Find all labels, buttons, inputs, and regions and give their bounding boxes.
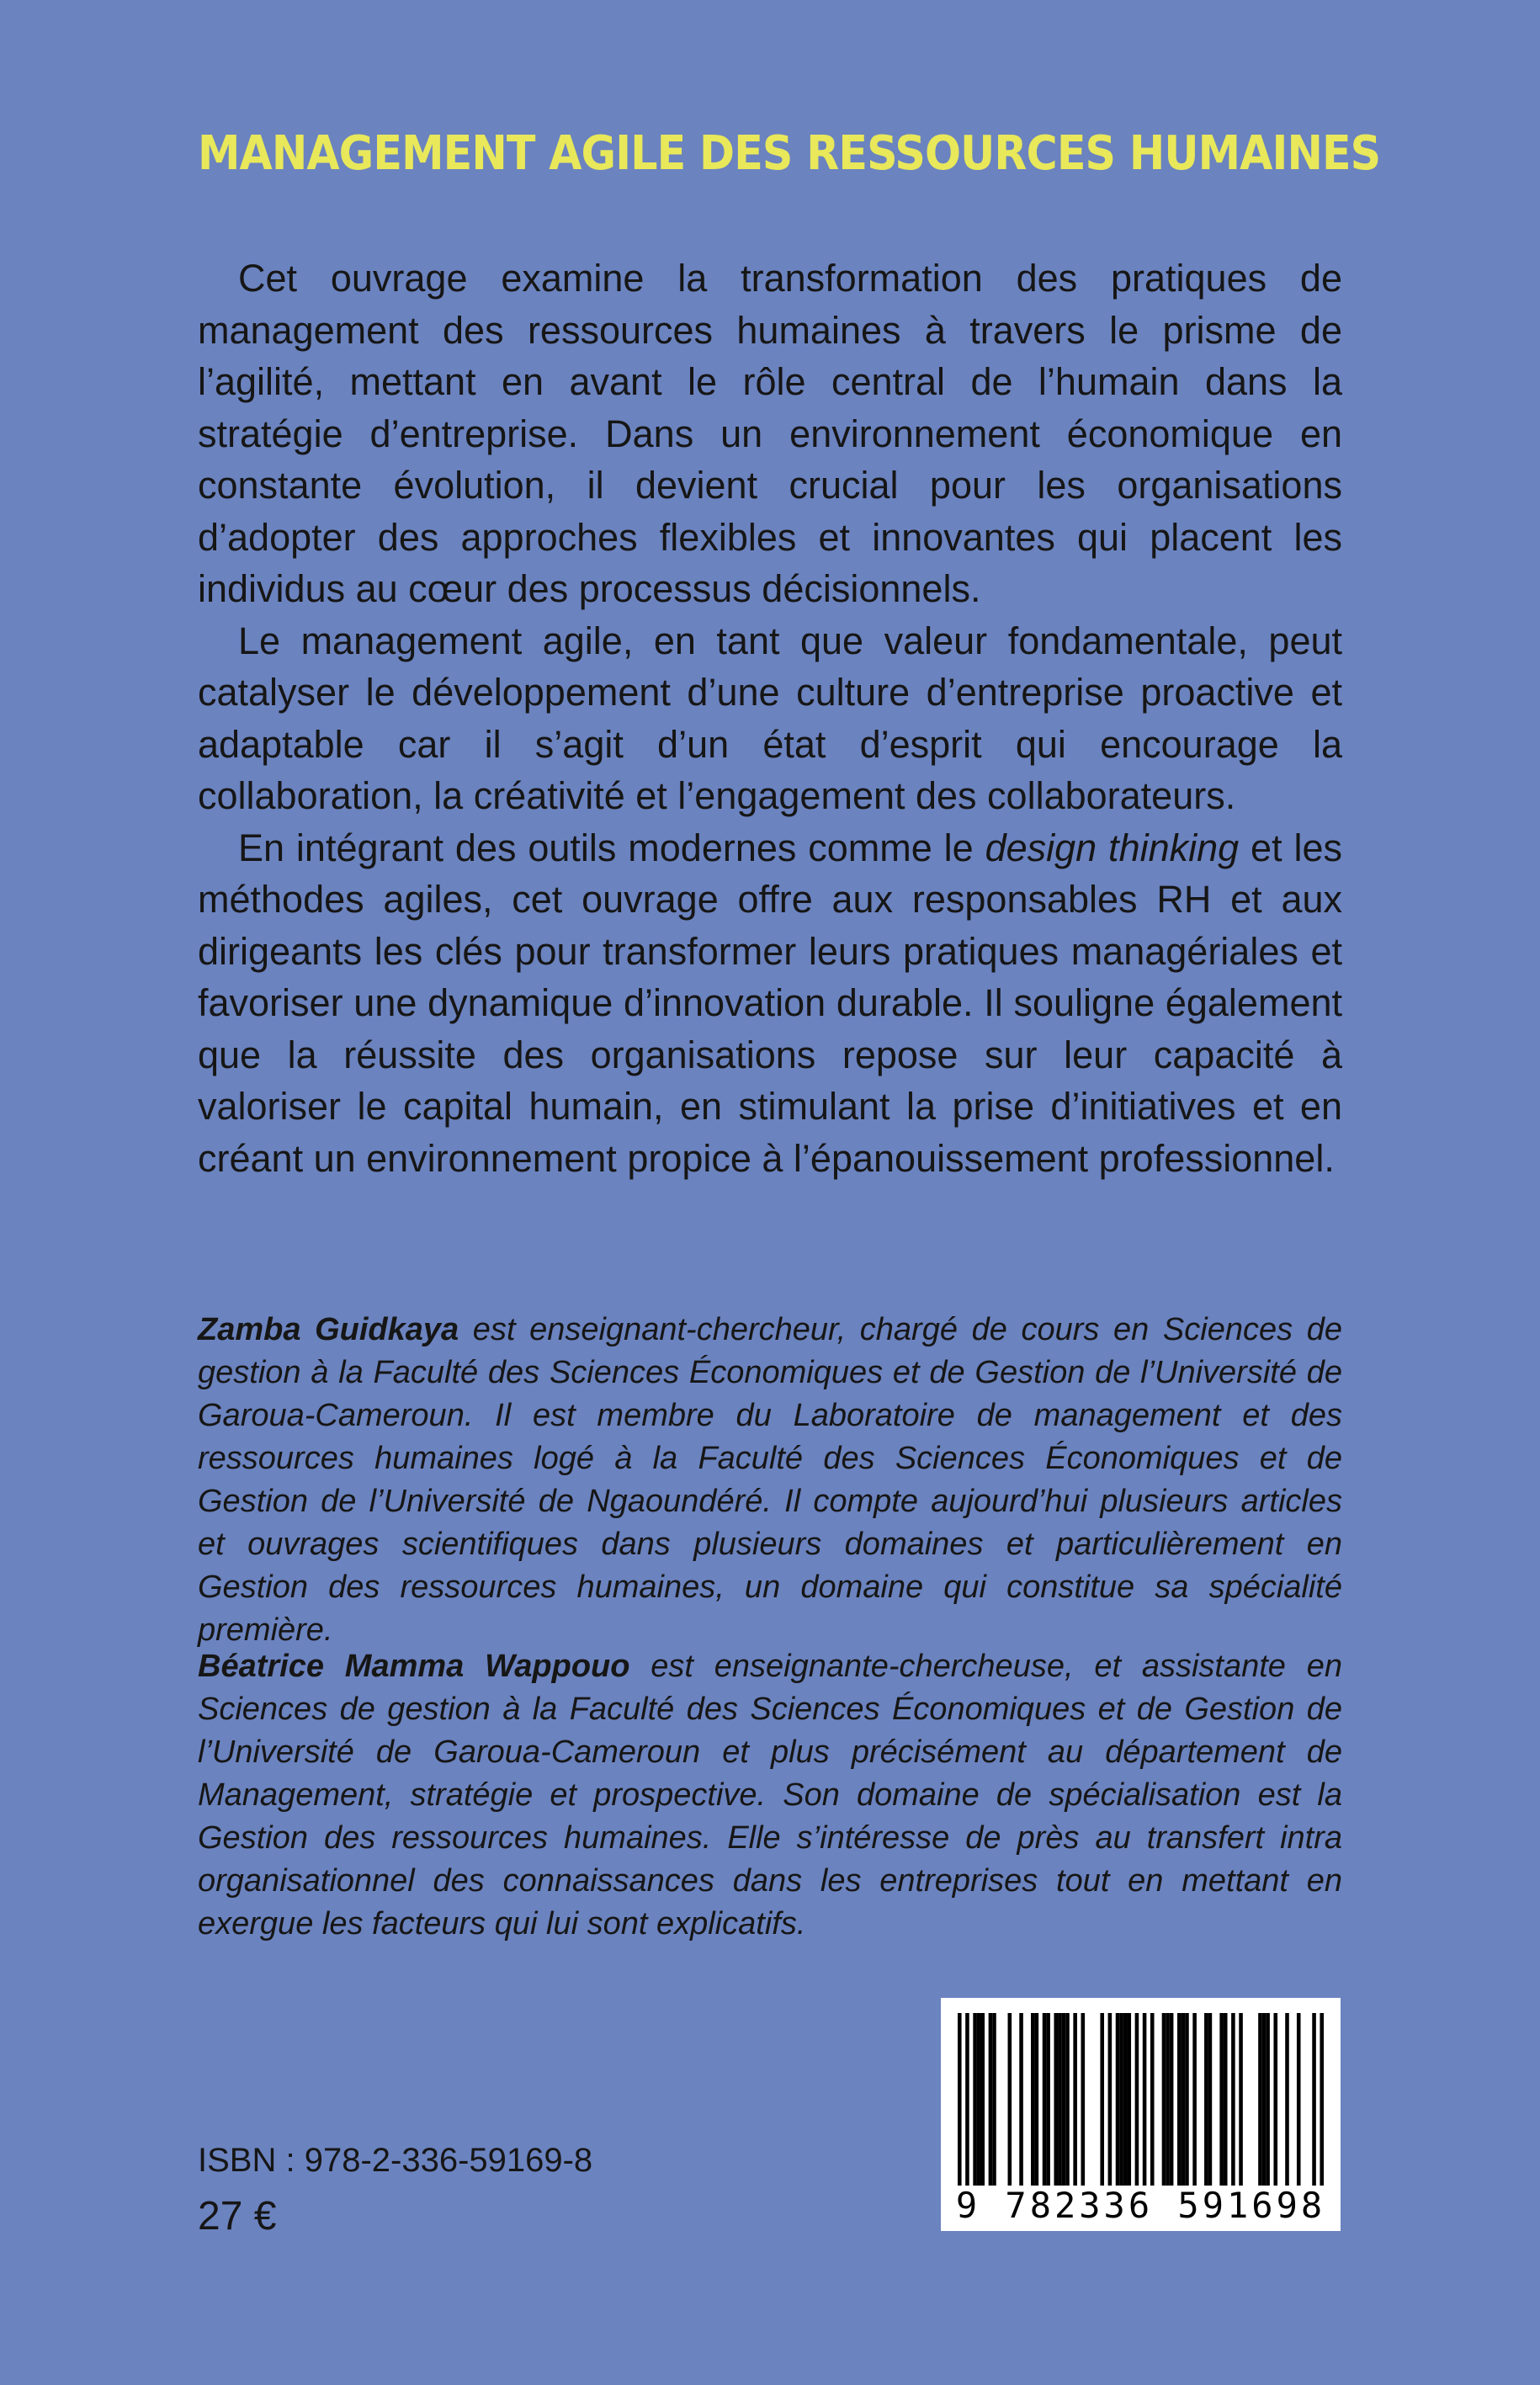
barcode-bar [958,2013,962,2186]
barcode-bar [1035,2013,1039,2186]
barcode-bar [1192,2013,1197,2186]
synopsis-paragraph-3 [198,822,1342,1185]
synopsis [198,252,1342,1184]
barcode-bar [1019,2013,1023,2186]
barcode-bar [977,2013,981,2186]
barcode-bar [1297,2013,1301,2186]
barcode-bar [992,2013,996,2186]
barcode-bar [1008,2013,1012,2186]
barcode-bar [1031,2013,1035,2186]
barcode-bar [1266,2013,1270,2186]
barcode-bar [1162,2013,1166,2186]
synopsis-paragraph-3-end: et les méthodes agiles, cet ouvrage offre aux responsables RH et aux dirigeants les clés pour transformer leurs pratiques managériales et favoriser une dynamique d’innovation durable. Il souligne également que la réussite des organisations repose sur leur capacité à valoriser le capital humain, en stimulant la prise d’initiatives et en créant un environnement propice à l’épanouissement professionnel. [198,826,1342,1180]
barcode-bar [965,2013,969,2186]
author-bio-2 [198,1645,1342,1946]
barcode-bar [1062,2013,1066,2186]
author-bio-text-2: est enseignante-chercheuse, et assistante en Sciences de gestion à la Faculté des Sciences Économiques et de Gestion de l’Université de Garoua-Cameroun et plus précisément au département de Management, stratégie et prospective. Son domaine de spécialisation est la Gestion des ressources humaines. Elle s’intéresse de près au transfert intra organisationnel des connaissances dans les entreprises tout en mettant en exergue les facteurs qui lui sont explicatifs. [198,1649,1342,1941]
barcode-bar [1182,2013,1186,2186]
author-bio-text-1: est enseignant-chercheur, chargé de cours en Sciences de gestion à la Faculté des Sciences Économiques et de Gestion de l’Université de Garoua-Cameroun. Il est membre du Laboratoire de management et des ressources humaines logé à la Faculté des Sciences Économiques et de Gestion de l’Université de Ngaoundéré. Il compte aujourd’hui plusieurs articles et ouvrages scientifiques dans plusieurs domaines et particulièrement en Gestion des ressources humaines, un domaine qui constitue sa spécialité première. [198,1312,1342,1648]
barcode-bar [1100,2013,1104,2186]
barcode-bar [980,2013,985,2186]
barcode-bar [1119,2013,1123,2186]
barcode-bar [1312,2013,1316,2186]
barcode-bar [1081,2013,1086,2186]
barcode-bar [973,2013,977,2186]
synopsis-paragraph-3-start: En intégrant des outils modernes comme le [238,826,985,869]
barcode-bar [1185,2013,1189,2186]
barcode-bar [1258,2013,1262,2186]
barcode [941,1998,1341,2231]
synopsis-paragraph-1: Cet ouvrage examine la transformation des pratiques de management des ressources humaines à travers le prisme de l’agilité, mettant en avant le rôle central de l’humain dans la stratégie d’entreprise. Dans un environnement économique en constante évolution, il devient crucial pour les organisations d’adopter des approches flexibles et innovantes qui placent les individus au cœur des processus décisionnels. [198,257,1342,610]
author-bio-1 [198,1309,1342,1652]
barcode-bar [1135,2013,1139,2186]
barcode-bar [1224,2013,1228,2186]
barcode-bar [1054,2013,1058,2186]
barcode-bar [1239,2013,1243,2186]
barcode-bar [1127,2013,1131,2186]
barcode-bar [1043,2013,1047,2186]
synopsis-italic-term: design thinking [985,826,1240,869]
barcode-bar [1262,2013,1267,2186]
barcode-bar [1273,2013,1277,2186]
barcode-bar [1116,2013,1120,2186]
barcode-bar [1108,2013,1113,2186]
barcode-bar [989,2013,993,2186]
barcode-bar [1073,2013,1077,2186]
barcode-bar [1285,2013,1289,2186]
barcode-bars [958,2013,1324,2186]
barcode-bar [1204,2013,1208,2186]
barcode-bar [1058,2013,1062,2186]
barcode-bar [1046,2013,1050,2186]
barcode-bar [1231,2013,1235,2186]
price-label: 27 € [198,2194,277,2239]
author-name-1: Zamba Guidkaya [198,1312,459,1347]
barcode-bar [1320,2013,1324,2186]
barcode-bar [1143,2013,1147,2186]
synopsis-paragraph-2: Le management agile, en tant que valeur fondamentale, peut catalyser le développement d’une culture d’entreprise proactive et adaptable car il s’agit d’un état d’esprit qui encourage la collaboration, la créativité et l’engagement des collaborateurs. [198,619,1342,817]
barcode-bar [1065,2013,1070,2186]
author-name-2: Béatrice Mamma Wappouo [198,1649,630,1684]
barcode-bar [1177,2013,1182,2186]
book-title: MANAGEMENT AGILE DES RESSOURCES HUMAINES [198,126,1381,181]
barcode-bar [1166,2013,1170,2186]
barcode-bar [1208,2013,1213,2186]
isbn-label: ISBN : 978-2-336-59169-8 [198,2142,593,2179]
barcode-bar [1150,2013,1155,2186]
barcode-bar [1219,2013,1224,2186]
barcode-digits: 9 782336 591698 [955,2185,1326,2226]
barcode-bar [1123,2013,1128,2186]
barcode-bar [1170,2013,1174,2186]
